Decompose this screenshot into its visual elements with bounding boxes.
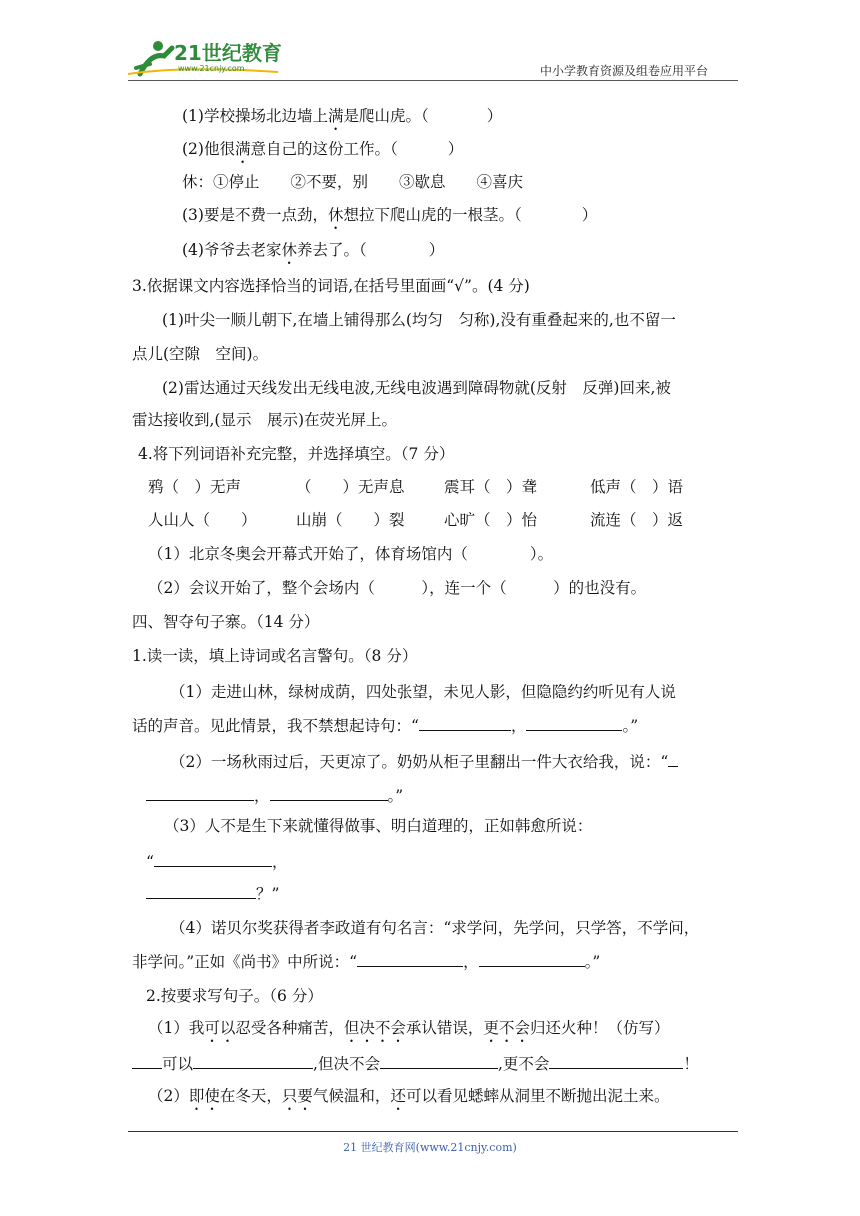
sec4-q1-title: 1.读一读，填上诗词或名言警句。（8 分） — [132, 647, 418, 665]
q4-word-4: 低声（ ）语 — [590, 478, 684, 496]
q3-p1-line2: 点儿(空隙 空间)。 — [132, 345, 269, 363]
q2-item-4: (4)爷爷去老家休养去了。（ ） — [182, 241, 445, 259]
answer-blank[interactable] — [549, 1052, 683, 1069]
site-logo — [128, 34, 288, 78]
footer-link[interactable]: 21 世纪教育网(www.21cnjy.com) — [343, 1141, 517, 1154]
answer-blank[interactable] — [668, 750, 678, 767]
sec4-p1-line2: 话的声音。见此情景，我不禁想起诗句：“ ， 。” — [132, 714, 638, 736]
q3-p1-line1: (1)叶尖一顺儿朝下,在墙上铺得那么(均匀 匀称),没有重叠起来的,也不留一 — [162, 311, 676, 329]
q2-item-1: (1)学校操场北边墙上满是爬山虎。（ ） — [182, 107, 503, 125]
answer-blank[interactable] — [526, 714, 622, 731]
q4-sentence-2: （2）会议开始了，整个会场内（ ），连一个（ ）的也没有。 — [148, 579, 647, 597]
answer-blank[interactable] — [419, 714, 511, 731]
sec4-q2-title: 2.按要求写句子。（6 分） — [146, 987, 323, 1005]
q4-word-6: 山崩（ ）裂 — [296, 511, 405, 529]
answer-blank[interactable] — [146, 882, 256, 899]
sec4-r1-imitation: 可以 ,但决不会 ,更不会 ！ — [132, 1052, 699, 1074]
answer-blank[interactable] — [357, 950, 463, 967]
sec4-p4-line2: 非学问。”正如《尚书》中所说：“ ， 。” — [132, 950, 600, 972]
logo-text: 21世纪教育 — [174, 41, 282, 65]
q3-p2-line1: (2)雷达通过天线发出无线电波,无线电波遇到障碍物就(反射 反弹)回来,被 — [162, 379, 671, 397]
sec4-p1-line1: （1）走进山林，绿树成荫，四处张望，未见人影，但隐隐约约听见有人说 — [170, 683, 676, 701]
footer-divider — [128, 1131, 738, 1132]
q4-word-1: 鸦（ ）无声 — [148, 478, 242, 496]
q2-item-2: (2)他很满意自己的这份工作。（ ） — [182, 140, 464, 158]
sec4-r1: （1）我可以忍受各种痛苦，但决不会承认错误，更不会归还火种！（仿写） — [148, 1019, 670, 1037]
sec4-p3-line2: “ ， — [146, 850, 287, 872]
q4-word-2: （ ）无声息 — [296, 478, 405, 496]
section-4-title: 四、智夺句子寨。（14 分） — [132, 613, 320, 631]
sec4-p2-line2: ， 。” — [146, 784, 403, 806]
q3-p2-line2: 雷达接收到,(显示 展示)在荧光屏上。 — [132, 411, 398, 429]
answer-blank[interactable] — [380, 1052, 498, 1069]
answer-blank[interactable] — [479, 950, 585, 967]
sec4-p4-line1: （4）诺贝尔奖获得者李政道有句名言：“求学问，先学问，只学答，不学问， — [170, 919, 700, 937]
q2-item-3: (3)要是不费一点劲，休想拉下爬山虎的一根茎。（ ） — [182, 206, 598, 224]
q4-word-5: 人山人（ ） — [148, 511, 257, 529]
q4-word-8: 流连（ ）返 — [590, 511, 684, 529]
platform-name: 中小学教育资源及组卷应用平台 — [540, 64, 709, 78]
logo-url: www.21cnjy.com — [178, 64, 245, 73]
q4-sentence-1: （1）北京冬奥会开幕式开始了，体育场馆内（ ）。 — [148, 545, 554, 563]
sec4-p3-line3: ？” — [146, 882, 279, 904]
q4-word-7: 心旷（ ）怡 — [444, 511, 538, 529]
sec4-p2-line1: （2）一场秋雨过后，天更凉了。奶奶从柜子里翻出一件大衣给我，说：“ — [170, 750, 678, 772]
answer-blank[interactable] — [154, 850, 272, 867]
q4-title: 4.将下列词语补充完整，并选择填空。（7 分） — [138, 445, 455, 463]
sec4-r3: （2）即使在冬天，只要气候温和，还可以看见蟋蟀从洞里不断抛出泥土来。 — [148, 1087, 670, 1105]
header-divider — [128, 80, 738, 81]
answer-blank[interactable] — [193, 1052, 313, 1069]
answer-blank[interactable] — [132, 1052, 162, 1069]
answer-blank[interactable] — [146, 784, 254, 801]
q3-title: 3.依据课文内容选择恰当的词语,在括号里面画“√”。(4 分) — [132, 277, 530, 295]
xiu-meanings: 休：①停止 ②不要，别 ③歇息 ④喜庆 — [182, 173, 524, 191]
q4-word-3: 震耳（ ）聋 — [444, 478, 538, 496]
answer-blank[interactable] — [270, 784, 388, 801]
sec4-p3-line1: （3）人不是生下来就懂得做事、明白道理的，正如韩愈所说： — [164, 817, 593, 835]
